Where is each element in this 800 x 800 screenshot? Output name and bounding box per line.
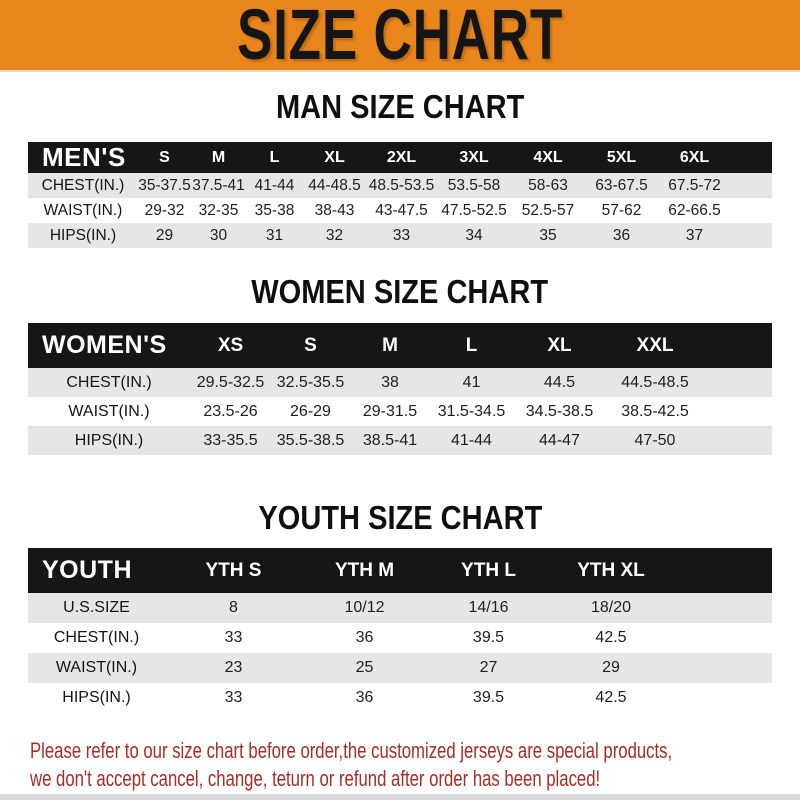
value-cell: 26-29: [290, 402, 331, 420]
value-cell: 29.5-32.5: [196, 373, 265, 391]
row-spacer-cell: [672, 623, 772, 653]
value-cell: 52.5-57: [521, 201, 575, 219]
row-spacer-cell: [731, 223, 772, 248]
value-cell: 42.5: [595, 629, 627, 646]
table-row: [28, 397, 772, 426]
row-label-cell: WAIST(IN.): [68, 402, 150, 420]
value-cell: 53.5-58: [447, 176, 501, 194]
size-column-header: L: [430, 323, 513, 368]
table-row: [28, 426, 772, 455]
size-column-header: 2XL: [366, 142, 437, 173]
value-cell: 38-43: [314, 201, 355, 219]
value-cell: 35-37.5: [138, 176, 191, 194]
size-column-header: 5XL: [585, 142, 658, 173]
footer-note: [30, 737, 800, 792]
value-cell: 23.5-26: [203, 402, 258, 420]
value-cell: 67.5-72: [668, 176, 721, 194]
youth-size-table: [28, 548, 772, 713]
value-cell: 18/20: [590, 599, 632, 616]
row-label-cell: WAIST(IN.): [43, 201, 123, 219]
header-spacer-cell: [672, 548, 772, 593]
row-label-cell: CHEST(IN.): [41, 176, 125, 194]
value-cell: 44-48.5: [308, 176, 361, 194]
bottom-edge-strip: [0, 794, 800, 800]
banner-title: SIZE CHART: [236, 0, 564, 75]
value-cell: 33-35.5: [203, 431, 258, 449]
header-spacer-cell: [731, 142, 772, 173]
header-spacer-cell: [704, 323, 772, 368]
table-row: [28, 593, 772, 623]
row-spacer-cell: [672, 683, 772, 713]
value-cell: 36: [355, 629, 374, 646]
size-column-header: 4XL: [511, 142, 585, 173]
value-cell: 35: [539, 226, 557, 244]
row-spacer-cell: [704, 397, 772, 426]
footer-note-line-2: we don't accept cancel, change, teturn or refund after order has been placed!: [30, 765, 601, 791]
size-column-header: XXL: [606, 323, 704, 368]
value-cell: 37.5-41: [192, 176, 245, 194]
value-cell: 32: [325, 226, 344, 244]
value-cell: 29-32: [144, 201, 185, 219]
banner: [0, 0, 800, 75]
value-cell: 37: [685, 226, 704, 244]
value-cell: 41-44: [451, 431, 492, 449]
size-column-header: YTH XL: [550, 548, 672, 593]
size-column-header: L: [246, 142, 303, 173]
size-column-header: YTH S: [165, 548, 302, 593]
table-row: [28, 173, 772, 198]
value-cell: 43-47.5: [375, 201, 428, 219]
size-column-header: S: [271, 323, 350, 368]
value-cell: 38: [381, 373, 399, 391]
row-spacer-cell: [672, 593, 772, 623]
table-header-row: [28, 548, 772, 593]
size-column-header: XS: [190, 323, 271, 368]
value-cell: 31.5-34.5: [437, 402, 506, 420]
table-row: [28, 623, 772, 653]
value-cell: 30: [209, 226, 228, 244]
men-section-heading-text: MAN SIZE CHART: [275, 88, 525, 125]
youth-section-heading-text: YOUTH SIZE CHART: [258, 499, 542, 536]
value-cell: 44.5: [543, 373, 576, 391]
row-spacer-cell: [731, 173, 772, 198]
value-cell: 29: [602, 659, 620, 676]
row-label-cell: CHEST(IN.): [53, 629, 140, 646]
value-cell: 36: [612, 226, 631, 244]
value-cell: 10/12: [344, 599, 385, 616]
value-cell: 23: [224, 659, 243, 676]
value-cell: 63-67.5: [595, 176, 648, 194]
value-cell: 8: [229, 599, 238, 616]
value-cell: 35-38: [254, 201, 295, 219]
row-label-cell: U.S.SIZE: [63, 599, 130, 616]
value-cell: 35.5-38.5: [276, 431, 345, 449]
value-cell: 38.5-42.5: [621, 402, 689, 420]
row-spacer-cell: [672, 653, 772, 683]
footer-note-line-1: Please refer to our size chart before order,the customized jerseys are special products,: [30, 738, 673, 763]
value-cell: 14/16: [468, 599, 509, 616]
row-label-cell: HIPS(IN.): [62, 689, 131, 706]
size-column-header: 3XL: [437, 142, 511, 173]
value-cell: 48.5-53.5: [368, 176, 435, 194]
men-section-heading: [0, 89, 800, 125]
table-corner-label: WOMEN'S: [28, 323, 190, 368]
size-column-header: M: [191, 142, 246, 173]
row-label-cell: HIPS(IN.): [74, 431, 144, 449]
size-column-header: XL: [513, 323, 606, 368]
value-cell: 31: [265, 226, 284, 244]
value-cell: 39.5: [472, 629, 505, 646]
value-cell: 32.5-35.5: [276, 373, 345, 391]
value-cell: 32-35: [198, 201, 239, 219]
value-cell: 41-44: [254, 176, 295, 194]
table-row: [28, 653, 772, 683]
row-spacer-cell: [704, 368, 772, 397]
value-cell: 42.5: [595, 689, 627, 706]
value-cell: 25: [355, 659, 374, 676]
row-label-cell: CHEST(IN.): [66, 373, 152, 391]
row-spacer-cell: [704, 426, 772, 455]
table-corner-label: YOUTH: [28, 548, 165, 593]
size-column-header: 6XL: [658, 142, 731, 173]
women-section-heading: [0, 274, 800, 310]
value-cell: 39.5: [472, 689, 505, 706]
value-cell: 36: [355, 689, 374, 706]
value-cell: 29-31.5: [362, 402, 418, 420]
value-cell: 41: [462, 373, 481, 391]
value-cell: 58-63: [528, 176, 568, 194]
value-cell: 38.5-41: [362, 431, 418, 449]
youth-section-heading: [0, 500, 800, 536]
women-section-heading-text: WOMEN SIZE CHART: [251, 273, 549, 310]
value-cell: 29: [155, 226, 174, 244]
men-size-table: [28, 142, 772, 248]
value-cell: 33: [224, 629, 243, 646]
size-column-header: S: [138, 142, 191, 173]
value-cell: 47-50: [634, 431, 676, 449]
table-header-row: [28, 323, 772, 368]
size-column-header: YTH L: [427, 548, 550, 593]
value-cell: 62-66.5: [668, 201, 721, 219]
women-size-table: [28, 323, 772, 455]
row-spacer-cell: [731, 198, 772, 223]
size-column-header: M: [350, 323, 430, 368]
size-column-header: XL: [303, 142, 366, 173]
table-row: [28, 368, 772, 397]
value-cell: 57-62: [601, 201, 642, 219]
table-header-row: [28, 142, 772, 173]
size-column-header: YTH M: [302, 548, 427, 593]
table-row: [28, 198, 772, 223]
value-cell: 33: [392, 226, 411, 244]
table-corner-label: MEN'S: [28, 142, 138, 173]
value-cell: 34.5-38.5: [525, 402, 594, 420]
value-cell: 47.5-52.5: [441, 201, 507, 219]
table-row: [28, 223, 772, 248]
value-cell: 27: [479, 659, 498, 676]
value-cell: 34: [465, 226, 483, 244]
value-cell: 44.5-48.5: [621, 373, 689, 391]
row-label-cell: WAIST(IN.): [55, 659, 138, 676]
value-cell: 33: [224, 689, 243, 706]
row-label-cell: HIPS(IN.): [49, 226, 117, 244]
table-row: [28, 683, 772, 713]
value-cell: 44-47: [539, 431, 580, 449]
